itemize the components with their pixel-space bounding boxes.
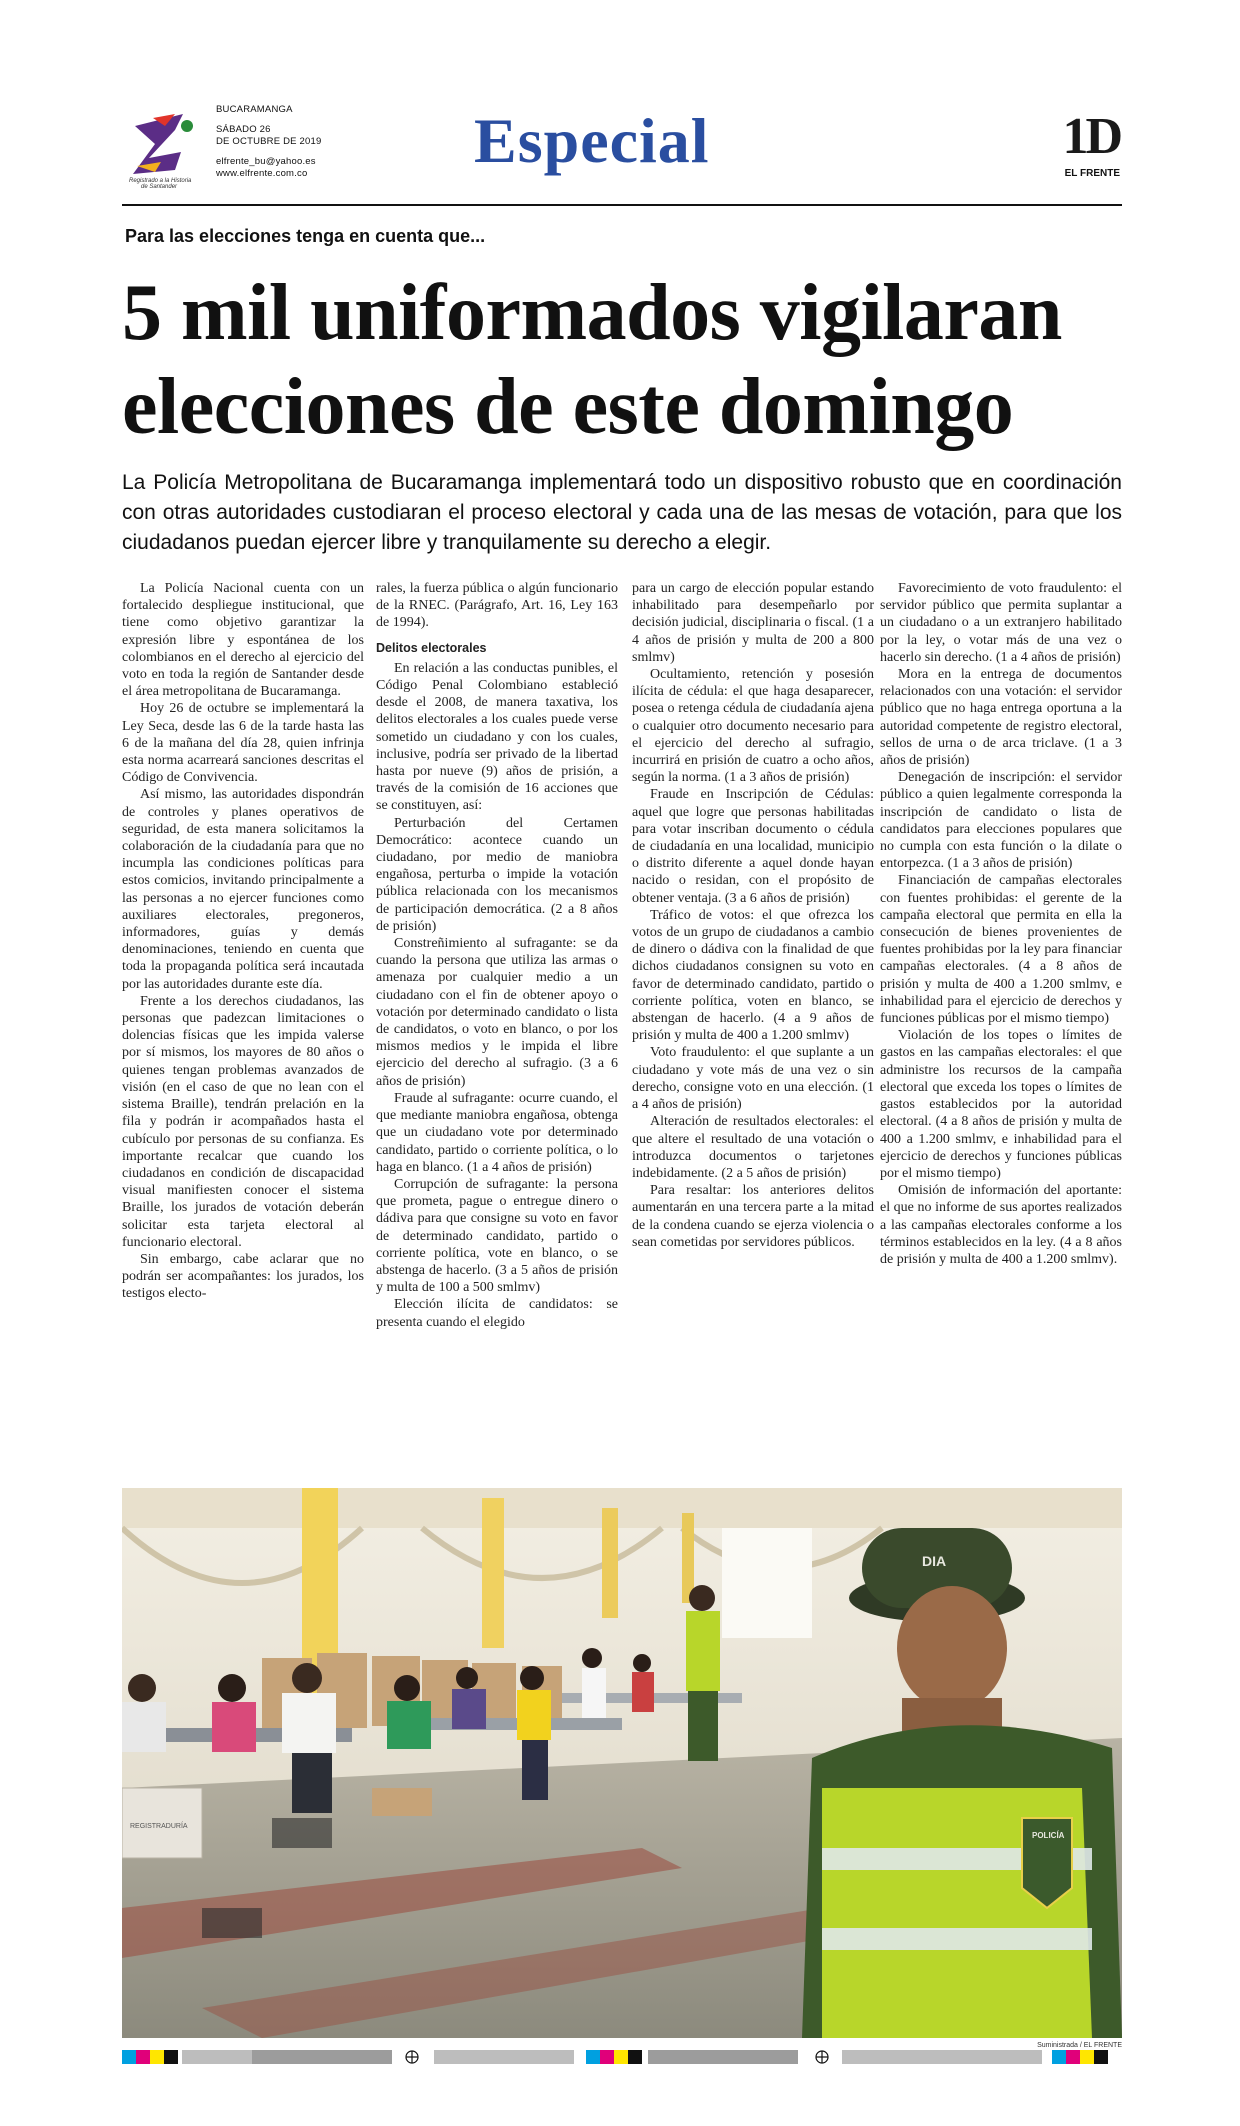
- page-number: 1D: [1062, 108, 1120, 165]
- svg-text:Registrado a la Historia: Registrado a la Historia: [129, 178, 192, 184]
- headline: [122, 266, 1132, 454]
- header-rule: [122, 204, 1122, 206]
- paragraph: Favorecimiento de voto fraudulento: el servidor público que permita suplantar a un ciudadano o a un extranjero habilitado por la ley, o votar más de una vez o hacerlo sin derecho. (1 a 4 años de prisión): [880, 581, 1122, 665]
- column-3: [632, 580, 874, 1251]
- paragraph: Fraude en Inscripción de Cédulas: aquel que logre que personas habilitadas para votar inscriban documento o cédula de ciudadanía en una localidad, municipio o distrito diferente a aquel donde hayan nacido o residan, con el propósito de obtener ventaja. (3 a 6 años de prisión): [632, 787, 874, 906]
- subheading: Delitos electorales: [376, 640, 487, 655]
- svg-text:de Santander: de Santander: [141, 184, 178, 189]
- paragraph: Perturbación del Certamen Democrático: acontece cuando un ciudadano, por medio de maniobra engañosa, perturba o impide la votación pública relacionada con los mecanismos de participación democrática. (2 a 8 años de prisión): [376, 815, 618, 934]
- paragraph: Denegación de inscripción: el servidor público a quien legalmente corresponda la inscripción de candidato o lista de candidatos para elecciones populares que no cumpla con esta función o la dilate o entorpezca. (1 a 3 años de prisión): [880, 770, 1122, 872]
- paragraph: Elección ilícita de candidatos: se presenta cuando el elegido: [376, 1297, 618, 1330]
- vest-text: POLICÍA: [1032, 1831, 1065, 1840]
- headline-line-2: elecciones de este domingo: [122, 363, 1014, 451]
- column-4: [880, 580, 1122, 1268]
- paragraph: Para resaltar: los anteriores delitos aumentarán en una tercera parte a la mitad de la condena cuando se ejerza violencia o sean cometidas por servidores públicos.: [632, 1183, 874, 1250]
- paragraph: Violación de los topes o límites de gastos en las campañas electorales: el que administre los recursos de la campaña electoral que exceda los topes o límites de gastos establecidos por la autoridad electoral. (4 a 8 años de prisión y multa de 400 a 1.200 smlmv, e inhabilidad para el ejercicio de derechos y funciones públicas por el mismo tiempo): [880, 1028, 1122, 1181]
- lead-paragraph: La Policía Metropolitana de Bucaramanga implementará todo un dispositivo robusto que en coordinación con otras autoridades custodiaran el proceso electoral y cada una de las mesas de votación, para que los ciudadanos puedan ejercer libre y tranquilamente su derecho a elegir.: [122, 471, 1122, 554]
- paragraph: En relación a las conductas punibles, el Código Penal Colombiano estableció desde el 2008, de manera taxativa, los delitos electorales a los cuales puede verse sometido un ciudadano y con los cuales, inclusive, podría ser privado de la libertad hasta por nueve (9) años de prisión, a través de la comisión de 16 acciones que se constituyen, así:: [376, 660, 618, 814]
- brand-label: EL FRENTE: [1064, 168, 1120, 179]
- kicker: Para las elecciones tenga en cuenta que...: [125, 226, 486, 246]
- article-photo: [122, 1488, 1122, 2038]
- paragraph: Omisión de información del aportante: el que no informe de sus aportes realizados a las campañas electorales conforme a los términos establecidos en la ley. (4 a 8 años de prisión y multa de 400 a 1.200 smlmv).: [880, 1183, 1122, 1267]
- paragraph: Así mismo, las autoridades dispondrán de controles y planes operativos de seguridad, de esta manera solicitamos la colaboración de la ciudadanía para que no incumpla las condiciones políticas para estos comicios, invitando principalmente a las personas a no ejercer funciones como auxiliares electorales, pregoneros, informadores, guías y demás denominaciones, teniendo en cuenta que toda la propaganda política será incautada por las autoridades durante este día.: [122, 787, 364, 992]
- newspaper-logo: [125, 104, 210, 189]
- paragraph: Frente a los derechos ciudadanos, las personas que padezcan limitaciones o dolencias físicas que les impida valerse por sí mismos, los mayores de 80 años o quienes tengan problemas avanzados de visión (en el caso de que no lean con el sistema Braille), tendrán prelación en la fila y podrán ir acompañados hasta el cubículo por personas de su confianza. Es importante recalcar que cuando los ciudadanos en condición de discapacidad visual manifiesten conocer el sistema Braille, los jurados de votación deberán solicitar esta tarjeta electoral al funcionario electoral.: [122, 993, 364, 1250]
- paragraph: Hoy 26 de octubre se implementará la Ley Seca, desde las 6 de la tarde hasta las 6 de la mañana del día 28, quien infrinja esta norma acarreará sanciones descritas el Código de Convivencia.: [122, 701, 364, 786]
- paragraph: Ocultamiento, retención y posesión ilícita de cédula: el que haga desaparecer, posea o retenga cédula de ciudadanía ajena o cualquier otro documento necesario para el ejercicio del derecho al sufragio, incurrirá en prisión de cuatro a ocho años, según la norma. (1 a 3 años de prisión): [632, 667, 874, 786]
- paragraph: rales, la fuerza pública o algún funcionario de la RNEC. (Parágrafo, Art. 16, Ley 163 de 1994).: [376, 581, 618, 631]
- paragraph: Tráfico de votos: el que ofrezca los votos de un grupo de ciudadanos a cambio de dinero o dádiva con la finalidad de que dichos ciudadanos consignen su voto en favor de determinado candidato, partido o corriente política, voten en blanco, se abstengan de hacerlo. (4 a 9 años de prisión y multa de 400 a 1.200 smlmv): [632, 907, 874, 1044]
- paragraph: Fraude al sufragante: ocurre cuando, el que mediante maniobra engañosa, obtenga que un ciudadano vote por determinado candidato, partido o corriente política, o lo haga en blanco. (1 a 4 años de prisión): [376, 1090, 618, 1175]
- section-title: Especial: [474, 105, 710, 176]
- date-line-1: SÁBADO 26: [216, 124, 271, 135]
- column-2: [376, 580, 618, 1331]
- paragraph: Sin embargo, cabe aclarar que no podrán ser acompañantes: los jurados, los testigos electo-: [122, 1251, 364, 1302]
- city-label: BUCARAMANGA: [216, 104, 293, 115]
- website-link[interactable]: www.elfrente.com.co: [216, 168, 308, 179]
- photo-credit: Suministrada / EL FRENTE: [1037, 2042, 1122, 2049]
- box-label: REGISTRADURÍA: [130, 1823, 188, 1830]
- paragraph: Voto fraudulento: el que suplante a un ciudadano y vote más de una vez o sin derecho, consigne voto en una elección. (1 a 4 años de prisión): [632, 1045, 874, 1113]
- email-link[interactable]: elfrente_bu@yahoo.es: [216, 156, 316, 167]
- paragraph: para un cargo de elección popular estando inhabilitado para desempeñarlo por decisión judicial, disciplinaria o fiscal. (1 a 4 años de prisión y multa de 200 a 800 smlmv): [632, 581, 874, 665]
- headline-line-1: 5 mil uniformados vigilaran: [122, 269, 1062, 357]
- cap-text: DIA: [922, 1553, 947, 1569]
- paragraph: Constreñimiento al sufragante: se da cuando la persona que utiliza las armas o amenaza por cualquier medio a un ciudadano con el fin de obtener apoyo o votación por determinado candidato o lista de candidatos, o voto en blanco, o por los mismos medios y le impida el libre ejercicio del derecho al sufragio. (3 a 6 años de prisión): [376, 936, 618, 1089]
- paragraph: La Policía Nacional cuenta con un fortalecido despliegue institucional, que tiene como objetivo garantizar la expresión libre y espontánea de los colombianos en el derecho al ejercicio del voto en toda la región de Santander desde el área metropolitana de Bucaramanga.: [122, 581, 364, 700]
- date-line-2: DE OCTUBRE DE 2019: [216, 136, 322, 147]
- masthead-meta: [216, 104, 322, 180]
- paragraph: Mora en la entrega de documentos relacionados con una votación: el servidor público que no haga entrega oportuna a la autoridad competente de registro electoral, sellos de urna o de arca triclave. (1 a 3 años de prisión): [880, 667, 1122, 769]
- print-registration-bar: [122, 2050, 1122, 2066]
- column-1: [122, 580, 364, 1303]
- paragraph: Financiación de campañas electorales con fuentes prohibidas: el gerente de la campaña electoral que permita en ella la consecución de bienes provenientes de fuentes prohibidas por la ley para financiar campañas electorales. (4 a 8 años de prisión y multa de 400 a 1.200 smlmv, e inhabilidad para el ejercicio de derechos y funciones públicas por el mismo tiempo): [880, 873, 1122, 1027]
- paragraph: Corrupción de sufragante: la persona que prometa, pague o entregue dinero o dádiva para que consigne su voto en favor de determinado candidato, partido o corriente política, vote en blanco, o se abstenga de hacerlo. (3 a 5 años de prisión y multa de 100 a 500 smlmv): [376, 1176, 618, 1296]
- paragraph: Alteración de resultados electorales: el que altere el resultado de una votación o introduzca documentos o tarjetones indebidamente. (2 a 5 años de prisión): [632, 1114, 874, 1181]
